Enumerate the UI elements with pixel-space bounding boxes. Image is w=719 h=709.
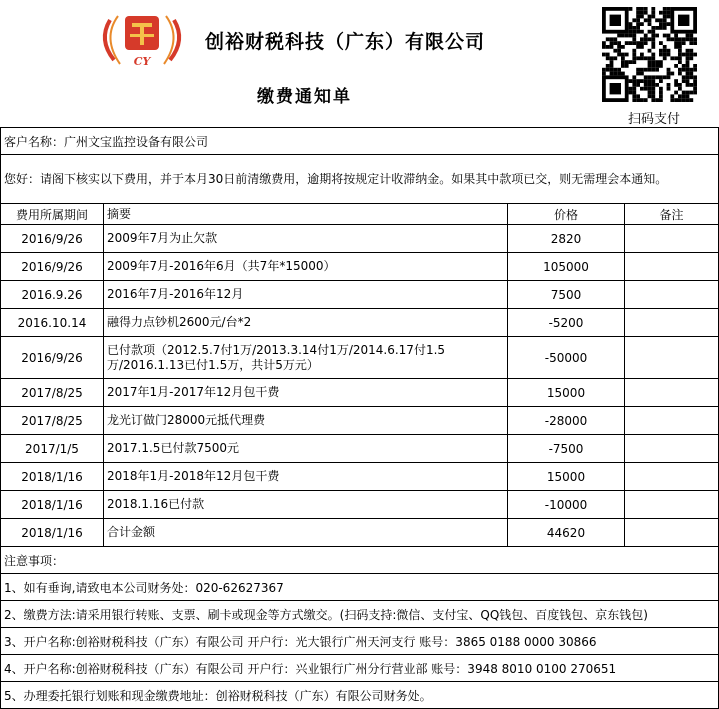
row-date: 2016.10.14 [1,309,104,337]
table-row [1,337,719,379]
table-row [1,253,719,281]
row-price: -50000 [508,337,625,379]
row-note [625,519,719,547]
row-note [625,463,719,491]
row-price: -28000 [508,407,625,435]
row-summary: 2017.1.5已付款7500元 [104,435,508,463]
row-date: 2016/9/26 [1,337,104,379]
table-row [1,463,719,491]
note-item: 2、缴费方法:请采用银行转账、支票、刷卡或现金等方式缴交。(扫码支持:微信、支付宝、QQ钱包、百度钱包、京东钱包) [1,601,719,628]
header-note: 备注 [625,204,719,225]
fee-table [0,127,719,709]
row-note [625,337,719,379]
note-item: 4、开户名称:创裕财税科技（广东）有限公司 开户行：兴业银行广州分行营业部 账号：3948 8010 0100 270651 [1,655,719,682]
row-price: 7500 [508,281,625,309]
row-date: 2016/9/26 [1,225,104,253]
notes-section [1,547,719,709]
row-note [625,309,719,337]
row-summary: 2016年7月-2016年12月 [104,281,508,309]
row-date: 2016/9/26 [1,253,104,281]
company-name: 创裕财税科技（广东）有限公司 [205,31,486,53]
row-date: 2017/1/5 [1,435,104,463]
row-price: 44620 [508,519,625,547]
customer-name: 广州文宝监控设备有限公司 [64,134,209,149]
row-summary: 2018年1月-2018年12月包干费 [104,463,508,491]
row-summary: 2018.1.16已付款 [104,491,508,519]
company-logo [92,10,192,70]
header-price: 价格 [508,204,625,225]
logo-text: CY [133,55,151,68]
row-summary: 龙光订做门28000元抵代理费 [104,407,508,435]
row-date: 2017/8/25 [1,379,104,407]
row-date: 2018/1/16 [1,463,104,491]
row-note [625,407,719,435]
row-price: -10000 [508,491,625,519]
qr-code[interactable] [598,5,702,103]
row-price: 2820 [508,225,625,253]
table-row [1,491,719,519]
note-item: 5、办理委托银行划账和现金缴费地址：创裕财税科技（广东）有限公司财务处。 [1,682,719,709]
row-note [625,281,719,309]
row-date: 2016.9.26 [1,281,104,309]
customer-label: 客户名称： [4,134,65,149]
document-title: 缴费通知单 [257,87,352,107]
header-period: 费用所属期间 [1,204,104,225]
table-row [1,435,719,463]
row-summary: 融得力点钞机2600元/台*2 [104,309,508,337]
table-row [1,519,719,547]
row-price: 15000 [508,379,625,407]
table-row [1,225,719,253]
table-row [1,379,719,407]
notes-title: 注意事项： [1,547,719,574]
row-price: 105000 [508,253,625,281]
row-note [625,225,719,253]
row-note [625,379,719,407]
row-note [625,491,719,519]
row-price: -5200 [508,309,625,337]
row-date: 2018/1/16 [1,519,104,547]
table-row [1,309,719,337]
note-item: 1、如有垂询,请致电本公司财务处：020-62627367 [1,574,719,601]
row-date: 2018/1/16 [1,491,104,519]
customer-cell [1,128,719,155]
row-summary: 2017年1月-2017年12月包干费 [104,379,508,407]
row-summary: 2009年7月-2016年6月（共7年*15000） [104,253,508,281]
header-summary: 摘要 [104,204,508,225]
row-note [625,435,719,463]
row-date: 2017/8/25 [1,407,104,435]
row-summary: 合计金额 [104,519,508,547]
row-summary: 已付款项（2012.5.7付1万/2013.3.14付1万/2014.6.17付1.5万/2016.1.13已付1.5万，共计5万元） [104,337,508,379]
table-row [1,407,719,435]
row-summary: 2009年7月为止欠款 [104,225,508,253]
note-item: 3、开户名称:创裕财税科技（广东）有限公司 开户行：光大银行广州天河支行 账号：3865 0188 0000 30866 [1,628,719,655]
row-price: 15000 [508,463,625,491]
row-note [625,253,719,281]
table-row [1,281,719,309]
row-price: -7500 [508,435,625,463]
greeting-text: 您好：请阁下核实以下费用，并于本月30日前清缴费用，逾期将按规定计收滞纳金。如果其中款项已交，则无需理会本通知。 [1,155,719,204]
qr-caption: 扫码支付 [628,112,681,127]
